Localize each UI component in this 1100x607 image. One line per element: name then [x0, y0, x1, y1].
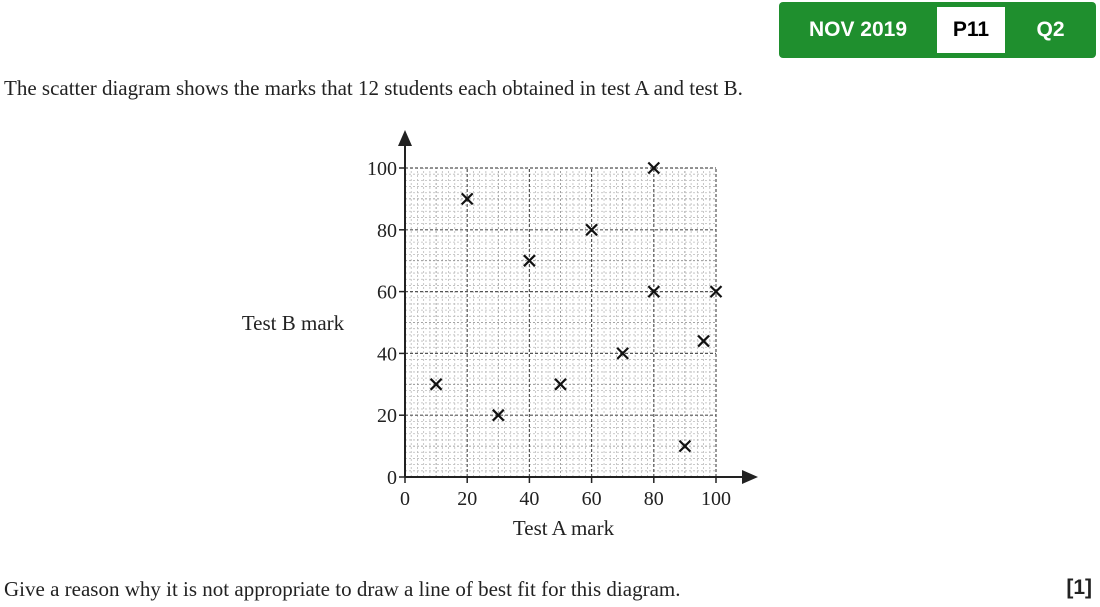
y-tick-label: 60 [377, 281, 397, 304]
question-text: Give a reason why it is not appropriate to draw a line of best fit for this diagram. [4, 577, 681, 601]
intro-text: The scatter diagram shows the marks that 12 students each obtained in test A and test B. [4, 76, 743, 100]
y-tick-label: 20 [377, 405, 397, 428]
y-axis-title: Test B mark [241, 311, 345, 335]
y-tick-label: 100 [367, 158, 397, 180]
x-tick-label: 80 [643, 488, 664, 510]
x-tick-label: 100 [701, 488, 731, 510]
minor-grid [405, 168, 716, 477]
x-axis-arrow [742, 470, 758, 484]
x-axis-title: Test A mark [512, 516, 615, 540]
tick-labels [367, 158, 731, 510]
y-tick-label: 0 [387, 467, 397, 489]
marks-label: [1] [1066, 576, 1092, 599]
y-axis-arrow [398, 130, 412, 146]
axes [398, 130, 758, 484]
x-tick-label: 60 [581, 488, 602, 510]
session-label: NOV 2019 [808, 18, 908, 41]
x-tick-label: 40 [519, 488, 540, 510]
y-tick-label: 80 [377, 219, 397, 242]
x-tick-label: 20 [457, 488, 478, 510]
data-points [431, 163, 722, 452]
paper-label: P11 [937, 7, 1005, 53]
question-number: Q2 [1036, 18, 1065, 41]
x-tick-label: 0 [400, 488, 410, 510]
y-tick-label: 40 [377, 343, 397, 366]
